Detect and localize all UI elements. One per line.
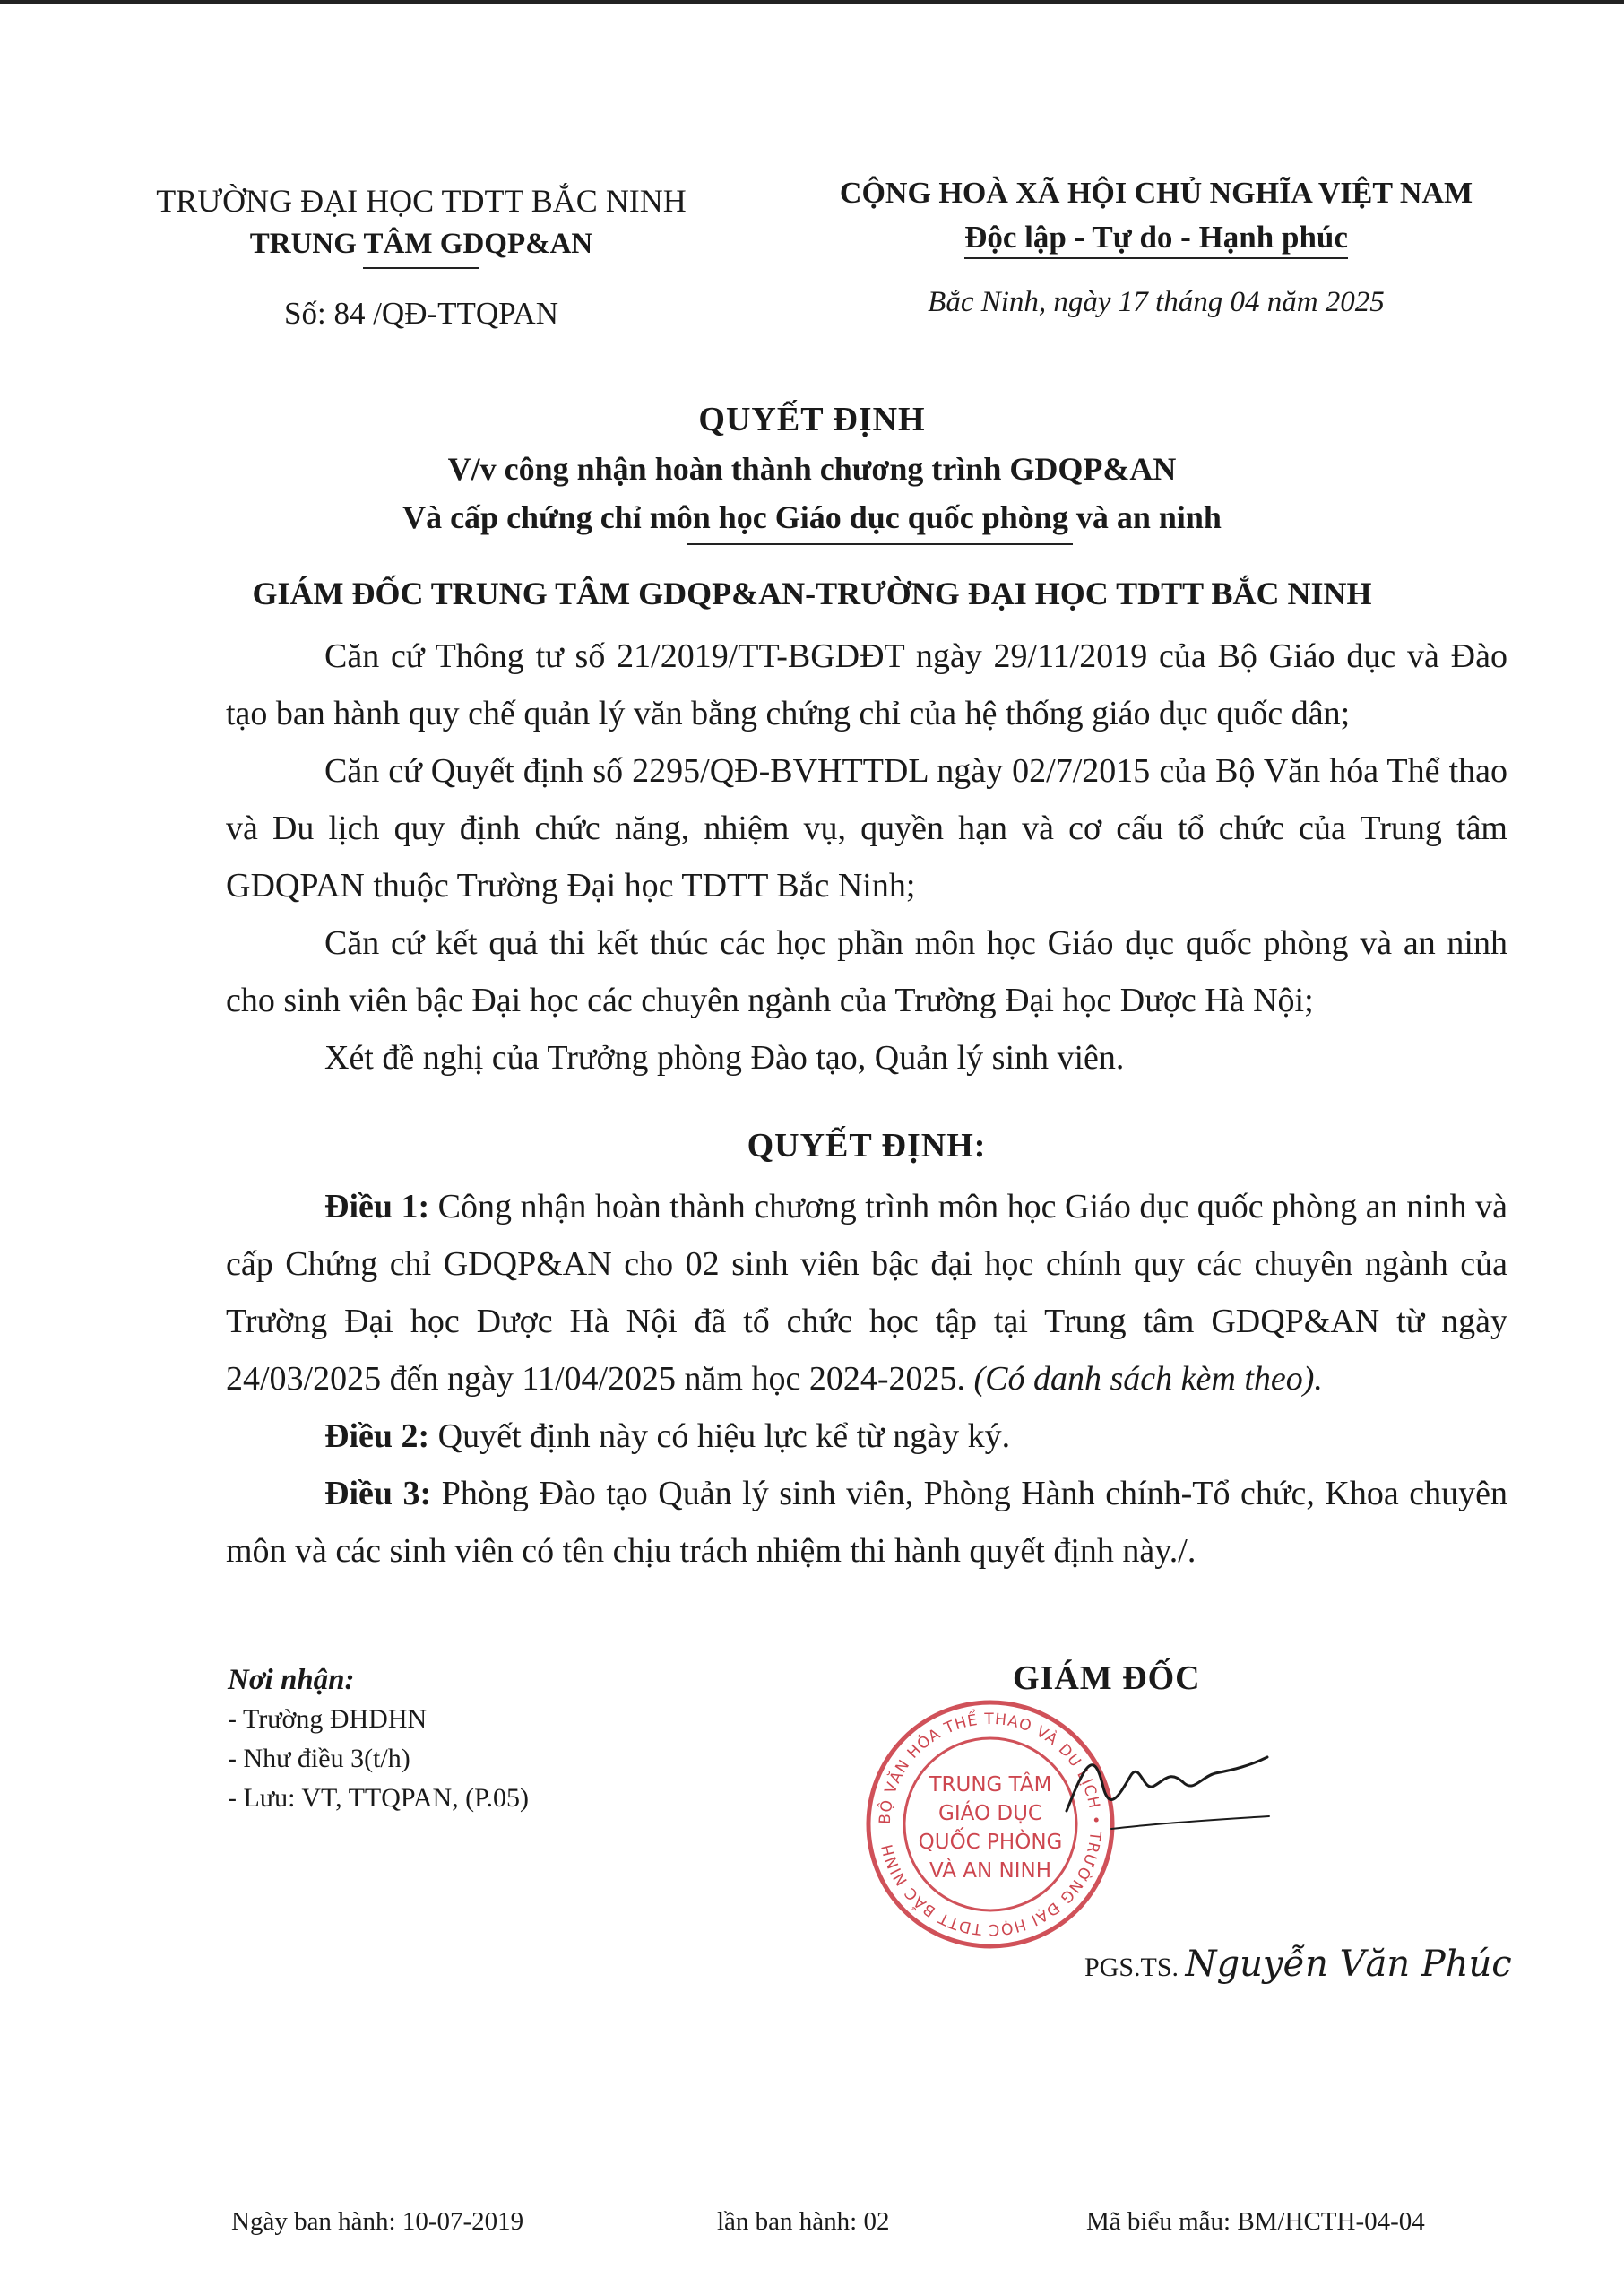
footer-edition: lần ban hành: 02 bbox=[717, 2207, 890, 2236]
seal-line-3: QUỐC PHÒNG bbox=[918, 1831, 1063, 1854]
recipient-item: - Lưu: VT, TTQPAN, (P.05) bbox=[228, 1783, 530, 1813]
authority-line: GIÁM ĐỐC TRUNG TÂM GDQP&AN-TRƯỜNG ĐẠI HỌC TDTT BẮC NINH bbox=[252, 576, 1372, 611]
title-block bbox=[179, 396, 1445, 615]
issuer-block bbox=[134, 179, 708, 335]
footer-form-code: Mã biểu mẫu: BM/HCTH-04-04 bbox=[1086, 2207, 1425, 2236]
seal-line-4: VÀ AN NINH bbox=[929, 1859, 1052, 1883]
issuer-center: TRUNG TÂM GDQP&AN bbox=[249, 228, 593, 260]
signer-line bbox=[1084, 1944, 1512, 1985]
issuer-underline bbox=[363, 267, 479, 269]
article-3-head: Điều 3: bbox=[324, 1475, 432, 1512]
article-3 bbox=[226, 1465, 1507, 1580]
article-1-text: Công nhận hoàn thành chương trình môn học Giáo dục quốc phòng an ninh và cấp Chứng chỉ GDQP&AN cho 02 sinh viên bậc đại học chính quy các chuyên ngành của Trường Đại học Dược Hà Nội đã tổ chức học tập tại Trung tâm GDQP&AN từ ngày 24/03/2025 đến ngày 11/04/2025 năm học 2024-2025. bbox=[226, 1188, 1508, 1398]
document-number: Số: 84 /QĐ-TTQPAN bbox=[284, 296, 558, 331]
top-border-line bbox=[0, 0, 1624, 4]
footer-issued-date: Ngày ban hành: 10-07-2019 bbox=[231, 2207, 524, 2236]
article-2-text: Quyết định này có hiệu lực kể từ ngày ký. bbox=[429, 1417, 1011, 1455]
basis-paragraph: Căn cứ kết quả thi kết thúc các học phần môn học Giáo dục quốc phòng và an ninh cho sinh viên bậc Đại học các chuyên ngành của Trường Đại học Dược Hà Nội; bbox=[226, 924, 1507, 1019]
recipients-heading: Nơi nhận: bbox=[228, 1664, 355, 1696]
subject-line-2: Và cấp chứng chỉ môn học Giáo dục quốc phòng và an ninh bbox=[402, 499, 1222, 535]
subject-underline bbox=[687, 543, 1073, 545]
seal-line-1: TRUNG TÂM bbox=[929, 1773, 1052, 1797]
seal-line-2: GIÁO DỤC bbox=[938, 1802, 1042, 1825]
article-3-text: Phòng Đào tạo Quản lý sinh viên, Phòng Hành chính-Tổ chức, Khoa chuyên môn và các sinh viên có tên chịu trách nhiệm thi hành quyết định này./. bbox=[226, 1475, 1508, 1570]
signatory-title: GIÁM ĐỐC bbox=[1013, 1659, 1201, 1697]
country-name: CỘNG HOÀ XÃ HỘI CHỦ NGHĨA VIỆT NAM bbox=[839, 177, 1473, 210]
signer-name: Nguyễn Văn Phúc bbox=[1185, 1944, 1512, 1985]
article-2-head: Điều 2: bbox=[324, 1417, 430, 1455]
basis-paragraph: Căn cứ Thông tư số 21/2019/TT-BGDĐT ngày 29/11/2019 của Bộ Giáo dục và Đào tạo ban hành quy chế quản lý văn bằng chứng chỉ của hệ thống giáo dục quốc dân; bbox=[226, 637, 1507, 732]
subject-line-1: V/v công nhận hoàn thành chương trình GDQP&AN bbox=[447, 451, 1177, 487]
recipient-item: - Như điều 3(t/h) bbox=[228, 1744, 410, 1773]
basis-paragraph: Căn cứ Quyết định số 2295/QĐ-BVHTTDL ngày 02/7/2015 của Bộ Văn hóa Thể thao và Du lịch quy định chức năng, nhiệm vụ, quyền hạn và cơ cấu tổ chức của Trung tâm GDQPAN thuộc Trường Đại học TDTT Bắc Ninh; bbox=[226, 752, 1507, 905]
national-motto: Độc lập - Tự do - Hạnh phúc bbox=[964, 218, 1348, 259]
decision-heading: QUYẾT ĐỊNH: bbox=[747, 1127, 987, 1165]
document-body bbox=[226, 628, 1507, 1580]
place-date: Bắc Ninh, ngày 17 tháng 04 năm 2025 bbox=[928, 286, 1385, 318]
document-title: QUYẾT ĐỊNH bbox=[698, 401, 926, 438]
seal-ring-text: BỘ VĂN HÓA THỂ THAO VÀ DU LỊCH • TRƯỜNG ĐẠI HỌC TDTT BẮC NINH bbox=[876, 1710, 1105, 1939]
recipient-item: - Trường ĐHDHN bbox=[228, 1704, 428, 1734]
article-2 bbox=[226, 1407, 1507, 1465]
article-1 bbox=[226, 1178, 1507, 1407]
national-header bbox=[789, 172, 1524, 324]
basis-paragraph: Xét đề nghị của Trưởng phòng Đào tạo, Quản lý sinh viên. bbox=[324, 1039, 1125, 1077]
handwritten-signature bbox=[1058, 1730, 1273, 1838]
issuer-university: TRƯỜNG ĐẠI HỌC TDTT BẮC NINH bbox=[156, 183, 687, 219]
article-1-note: (Có danh sách kèm theo). bbox=[973, 1360, 1323, 1398]
signer-degree: PGS.TS. bbox=[1084, 1953, 1179, 1982]
recipients-block bbox=[228, 1660, 529, 1818]
article-1-head: Điều 1: bbox=[324, 1188, 430, 1225]
